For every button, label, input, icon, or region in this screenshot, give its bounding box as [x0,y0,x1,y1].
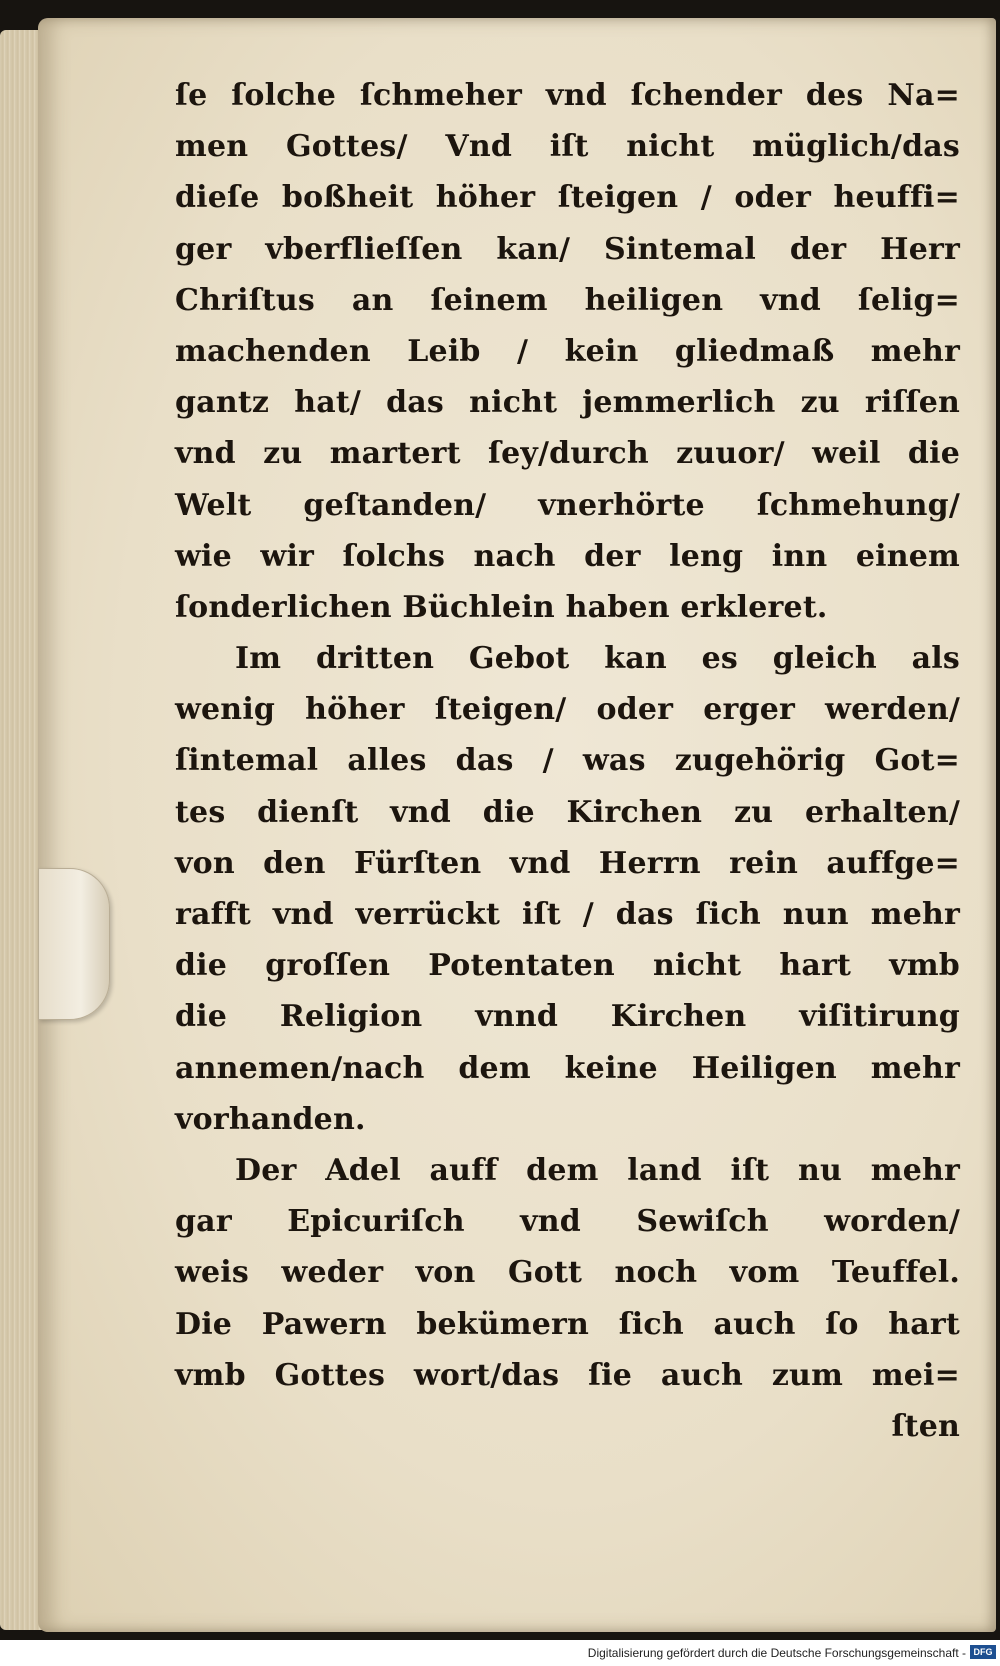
text-line: die Religion vnnd Kirchen viſitirung [175,999,960,1035]
text-line: tes dienſt vnd die Kirchen zu erhalten/ [175,794,960,830]
text-line: wenig höher ſteigen/ oder erger werden/ [175,692,960,728]
catchword: ſten [891,1408,960,1444]
page-clip [38,868,110,1020]
text-line: ſonderlichen Büchlein haben erkleret. [175,589,828,625]
text-line: vmb Gottes wort/das ſie auch zum mei= [175,1357,960,1393]
text-line: gantz hat/ das nicht jemmerlich zu riſſen [175,385,960,421]
text-line: von den Fürſten vnd Herrn rein auffge= [175,845,960,881]
text-line: men Gottes/ Vnd iſt nicht müglich/das [175,129,960,165]
text-line: machenden Leib / kein gliedmaß mehr [175,333,960,369]
dfg-logo: DFG [970,1645,996,1659]
text-line: ſintemal alles das / was zugehörig Got= [175,743,960,779]
text-line: wie wir ſolchs nach der leng inn einem [175,538,960,574]
footer-bar [0,1640,1000,1666]
text-line: rafft vnd verrückt iſt / das ſich nun mehr [175,897,960,932]
text-line: weis weder von Gott noch vom Teuffel. [175,1255,960,1291]
text-line: Der Adel auff dem land iſt nu mehr [235,1152,960,1188]
text-line: Chriſtus an ſeinem heiligen vnd ſelig= [175,282,960,318]
text-line: dieſe boßheit höher ſteigen / oder heuffi= [175,180,960,216]
text-line: gar Epicuriſch vnd Sewiſch worden/ [175,1204,960,1240]
text-line: vnd zu martert ſey/durch zuuor/ weil die [175,436,960,472]
page-text [175,70,960,1452]
text-line: Die Pawern bekümern ſich auch ſo hart [175,1306,960,1342]
text-line: annemen/nach dem keine Heiligen mehr [175,1050,960,1086]
text-line: Im dritten Gebot kan es gleich als [235,641,960,677]
text-line: vorhanden. [175,1101,366,1137]
text-line: Welt geſtanden/ vnerhörte ſchmehung/ [175,487,960,523]
text-line: ger vberflieſſen kan/ Sintemal der Herr [175,231,960,267]
footer-credit: Digitalisierung gefördert durch die Deutsche Forschungsgemeinschaft - [587,1646,966,1660]
text-line: die groſſen Potentaten nicht hart vmb [175,948,960,984]
text-line: ſe ſolche ſchmeher vnd ſchender des Na= [175,78,960,113]
